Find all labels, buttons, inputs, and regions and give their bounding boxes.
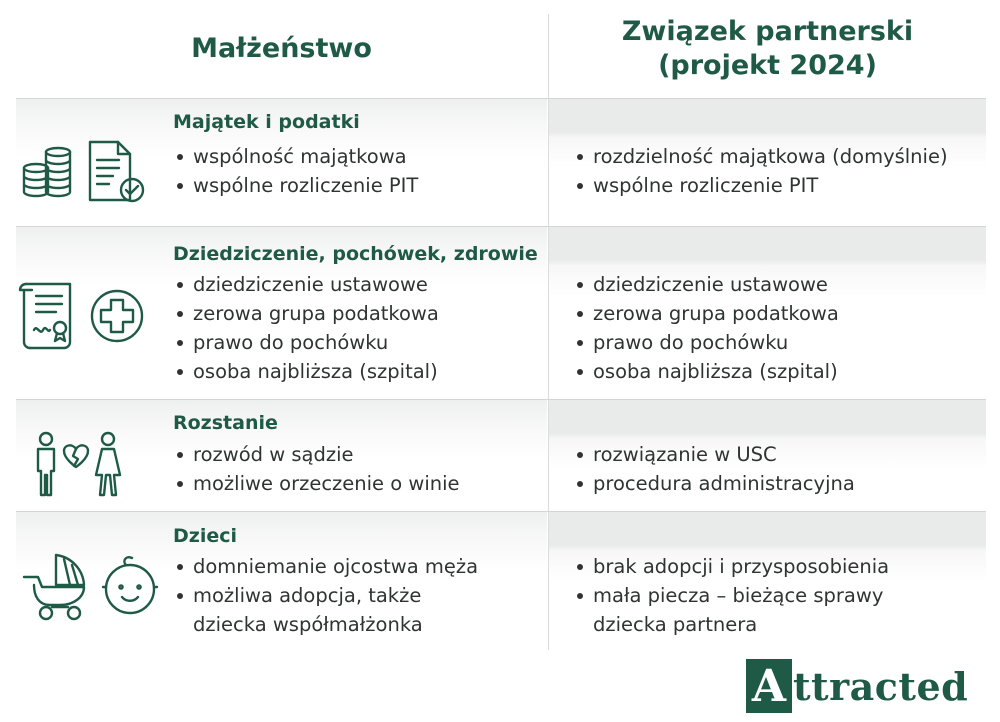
list-item: prawo do pochówku	[573, 328, 839, 357]
row-separation	[16, 399, 986, 511]
row-inheritance-burial-health	[16, 226, 986, 398]
list-item: mała piecza – bieżące sprawy	[573, 581, 889, 610]
list-item: wspólność majątkowa	[173, 142, 418, 171]
list-item: zerowa grupa podatkowa	[573, 299, 839, 328]
partnership-list	[573, 142, 948, 200]
list-item: dziedziczenie ustawowe	[173, 270, 439, 299]
row-icons	[16, 429, 166, 499]
baby-stroller-icon	[24, 555, 84, 619]
medical-cross-icon	[92, 291, 142, 341]
partnership-list	[573, 270, 839, 386]
list-item: możliwa adopcja, także	[173, 581, 478, 610]
list-item: prawo do pochówku	[173, 328, 439, 357]
list-item: osoba najbliższa (szpital)	[173, 357, 439, 386]
baby-face-icon	[103, 557, 157, 613]
row-icons	[16, 278, 166, 354]
row-icons	[16, 551, 166, 623]
list-item: wspólne rozliczenie PIT	[173, 171, 418, 200]
row-icons	[16, 138, 166, 208]
logo-wordmark: ttracted	[793, 663, 969, 709]
marriage-list	[173, 142, 418, 200]
row-property-taxes	[16, 98, 986, 225]
row-children	[16, 511, 986, 650]
row-title: Majątek i podatki	[173, 111, 360, 133]
row-title: Rozstanie	[173, 412, 278, 434]
list-item: brak adopcji i przysposobienia	[573, 552, 889, 581]
list-item: zerowa grupa podatkowa	[173, 299, 439, 328]
list-item: dziedziczenie ustawowe	[573, 270, 839, 299]
list-item: możliwe orzeczenie o winie	[173, 469, 460, 498]
list-item: procedura administracyjna	[573, 469, 855, 498]
list-item: osoba najbliższa (szpital)	[573, 357, 839, 386]
coins-icon	[24, 148, 70, 196]
column-title-partnership	[622, 15, 913, 83]
marriage-list	[173, 270, 439, 386]
list-item: rozdzielność majątkowa (domyślnie)	[573, 142, 948, 171]
row-title: Dziedziczenie, pochówek, zdrowie	[173, 243, 538, 265]
partnership-list	[573, 552, 889, 639]
row-title: Dzieci	[173, 525, 238, 547]
scroll-certificate-icon	[20, 284, 70, 348]
list-item: domniemanie ojcostwa męża	[173, 552, 478, 581]
marriage-list	[173, 440, 460, 498]
partnership-list	[573, 440, 855, 498]
column-title-marriage: Małżeństwo	[191, 33, 372, 64]
column-title-partnership-line2: (projekt 2024)	[658, 50, 877, 81]
list-item: rozwód w sądzie	[173, 440, 460, 469]
document-check-icon	[90, 142, 143, 201]
list-item-continuation: dziecka partnera	[593, 613, 758, 636]
logo-initial: A	[746, 659, 792, 713]
header-right	[549, 0, 986, 98]
list-item: rozwiązanie w USC	[573, 440, 855, 469]
attracted-logo	[746, 659, 988, 713]
header-left	[16, 0, 547, 98]
list-item: wspólne rozliczenie PIT	[573, 171, 948, 200]
list-item-continuation: dziecka współmałżonka	[193, 613, 423, 636]
marriage-list	[173, 552, 478, 639]
column-title-partnership-line1: Związek partnerski	[621, 16, 914, 47]
broken-heart-couple-icon	[38, 433, 120, 495]
